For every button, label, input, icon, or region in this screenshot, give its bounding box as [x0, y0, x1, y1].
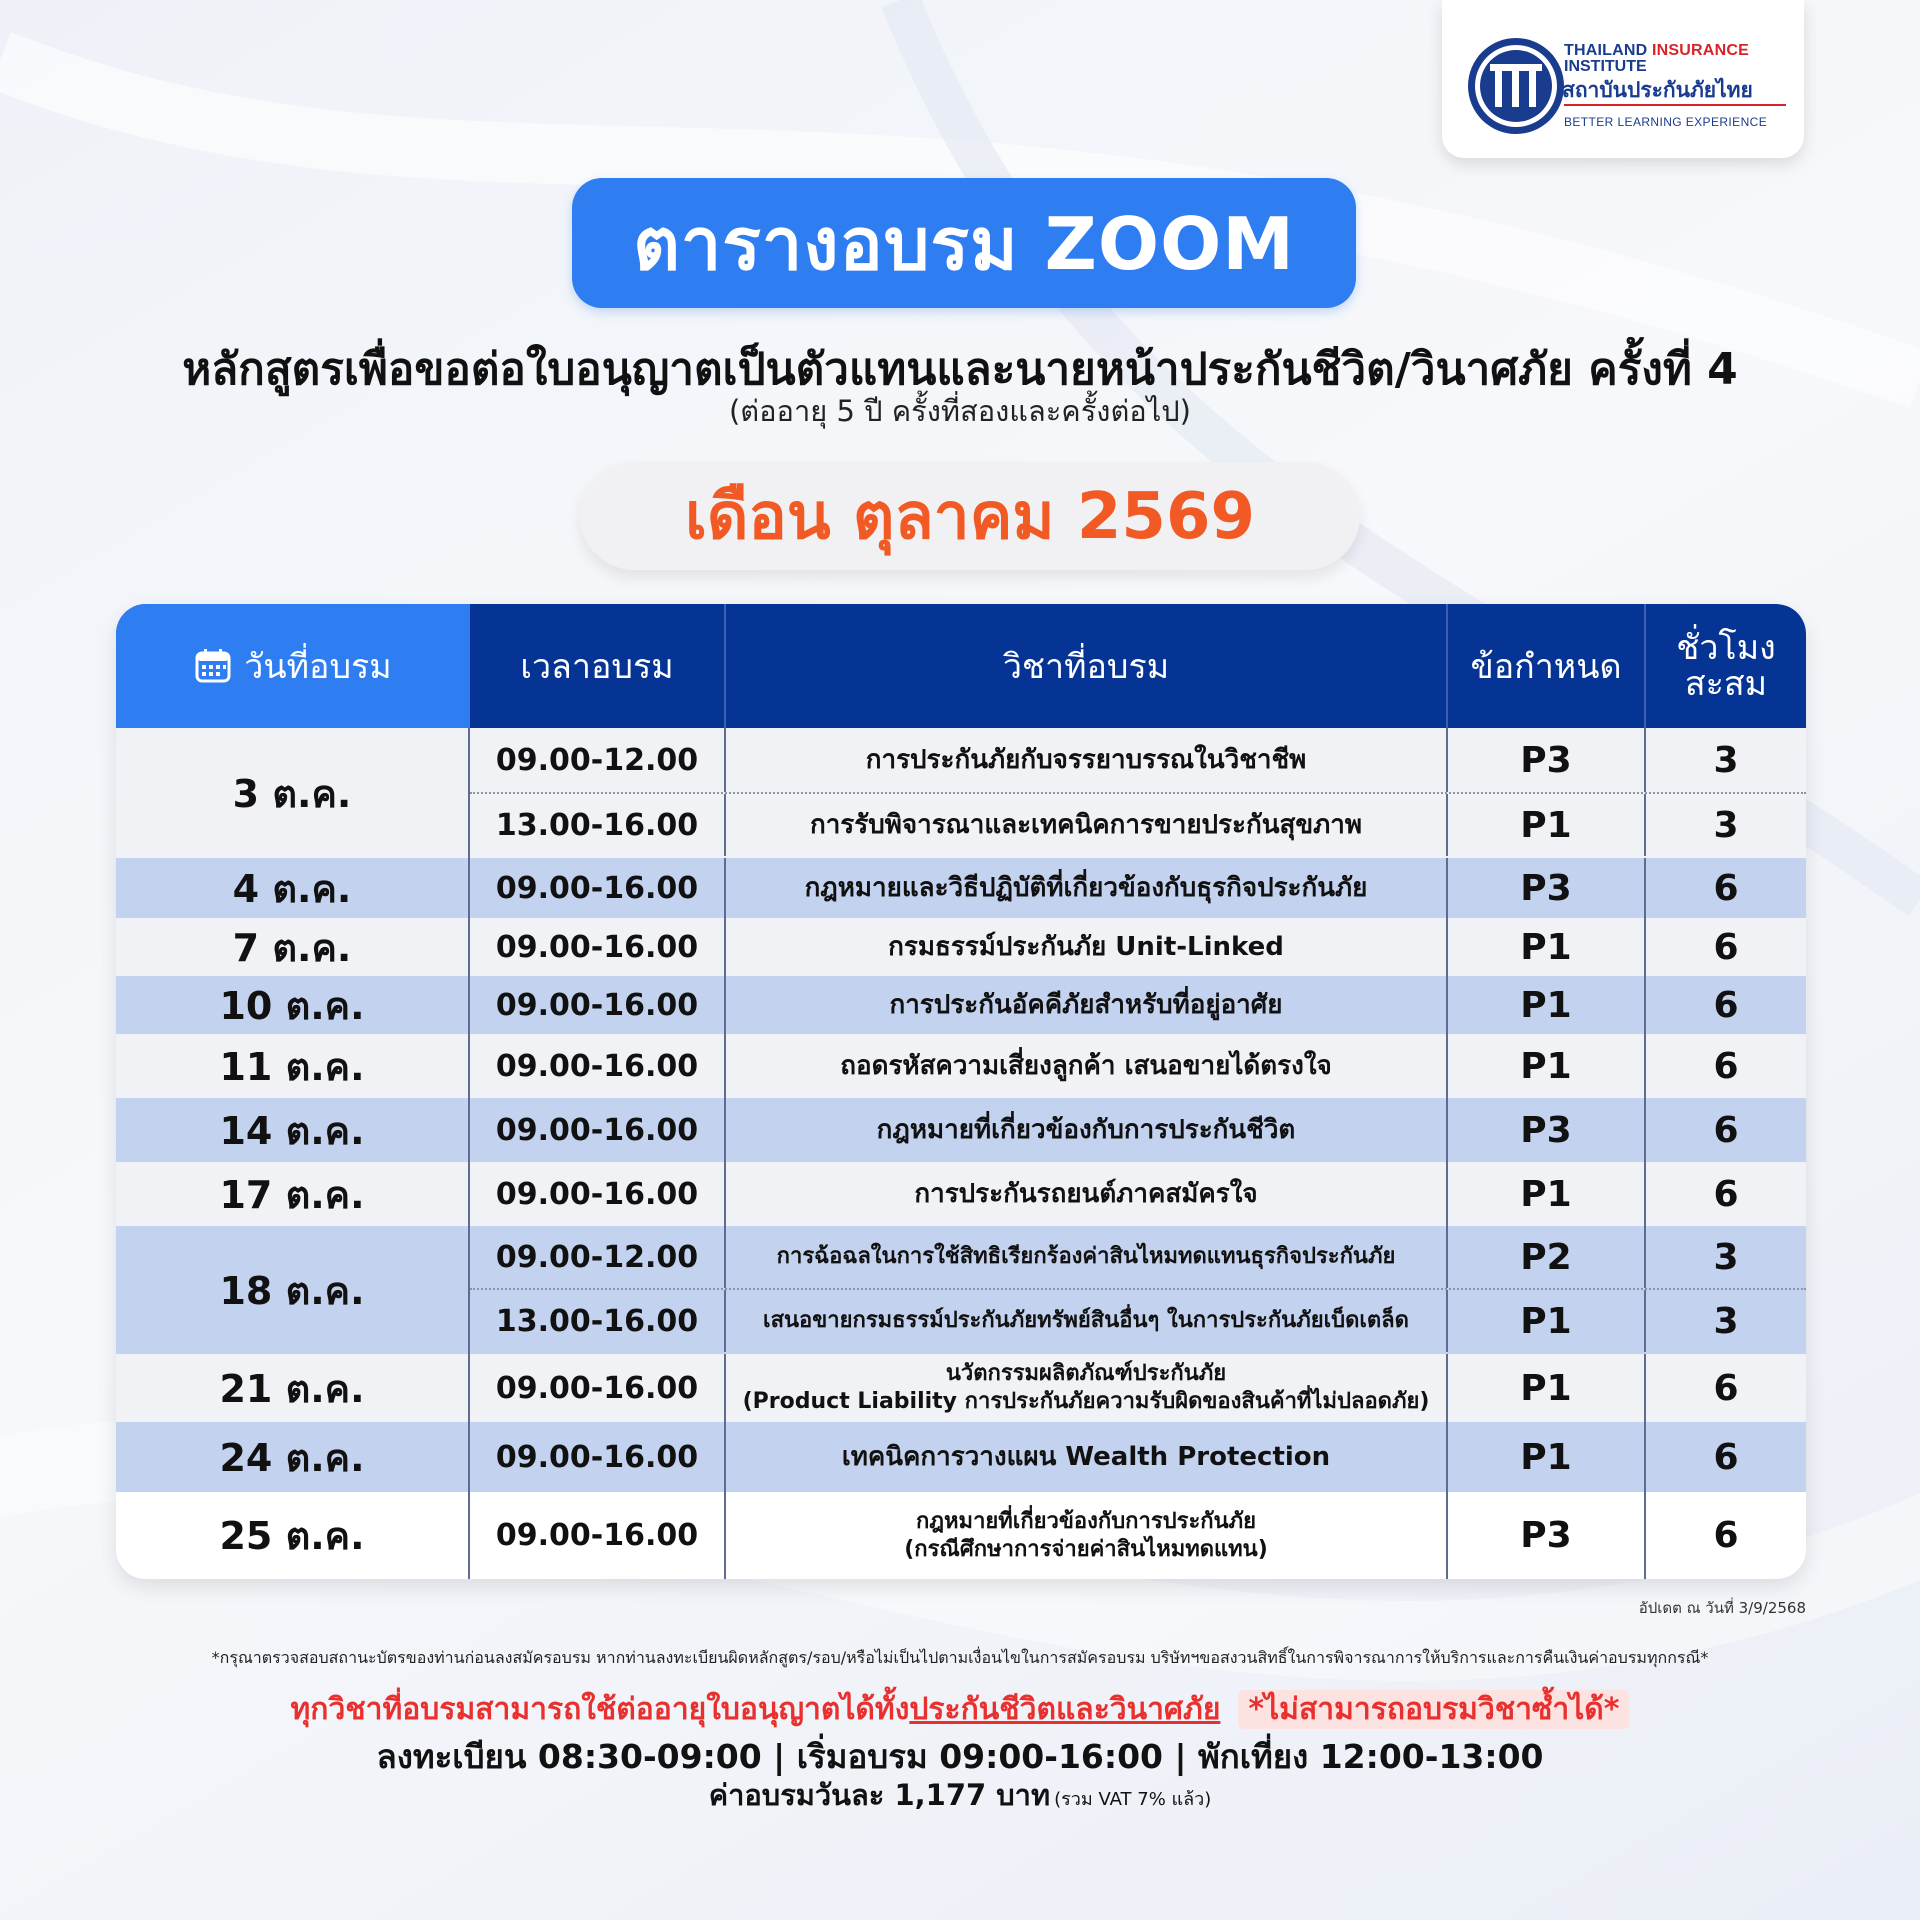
- table-row: 17 ต.ค. 09.00-16.00 การประกันรถยนต์ภาคสมัครใจ P1 6: [116, 1162, 1806, 1228]
- disclaimer: *กรุณาตรวจสอบสถานะบัตรของท่านก่อนลงสมัครอบรม หากท่านลงทะเบียนผิดหลักสูตร/รอบ/หรือไม่เป็นไปตามเงื่อนไขในการสมัครอบรม บริษัทฯขอสงวนสิทธิ์ในการพิจารณาการให้บริการและการคืนเงินค่าอบรมทุกกรณี*: [211, 1648, 1709, 1667]
- calendar-icon: [194, 647, 232, 685]
- table-row: 18 ต.ค. 09.00-12.00 การฉ้อฉลในการใช้สิทธิเรียกร้องค่าสินไหมทดแทนธุรกิจประกันภัย P2 3 13.00-16.00 เสนอขายกรมธรรม์ประกันภัยทรัพย์สินอื่นๆ ในการประกันภัยเบ็ดเตล็ด P1 3: [116, 1226, 1806, 1356]
- table-row: 3 ต.ค. 09.00-12.00 การประกันภัยกับจรรยาบรรณในวิชาชีพ P3 3 13.00-16.00 การรับพิจารณาและเทคนิคการขายประกันสุขภาพ P1 3: [116, 728, 1806, 860]
- header-requirement: ข้อกำหนด: [1448, 604, 1646, 728]
- table-row: 24 ต.ค. 09.00-16.00 เทคนิคการวางแผน Wealth Protection P1 6: [116, 1422, 1806, 1494]
- logo-line-3: สถาบันประกันภัยไทย: [1562, 78, 1753, 102]
- date-cell: 3 ต.ค.: [116, 728, 470, 858]
- table-row: 14 ต.ค. 09.00-16.00 กฎหมายที่เกี่ยวข้องกับการประกันชีวิต P3 6: [116, 1098, 1806, 1164]
- logo-line-1: THAILAND INSURANCE: [1564, 42, 1749, 59]
- logo-tagline: BETTER LEARNING EXPERIENCE: [1564, 115, 1768, 129]
- table-row: 25 ต.ค. 09.00-16.00 กฎหมายที่เกี่ยวข้องกับการประกันภัย (กรณีศึกษาการจ่ายค่าสินไหมทดแทน) P3 6: [116, 1492, 1806, 1579]
- no-repeat-tag: *ไม่สามารถอบรมวิชาซ้ำได้*: [1238, 1690, 1629, 1729]
- notice-line: ทุกวิชาที่อบรมสามารถใช้ต่ออายุใบอนุญาตได้ทั้งประกันชีวิตและวินาศภัย *ไม่สามารถอบรมวิชาซ้ำได้*: [0, 1686, 1920, 1733]
- header-subject: วิชาที่อบรม: [726, 604, 1448, 728]
- table-row: 4 ต.ค. 09.00-16.00 กฎหมายและวิธีปฏิบัติที่เกี่ยวข้องกับธุรกิจประกันภัย P3 6: [116, 858, 1806, 920]
- header-date: วันที่อบรม: [116, 604, 470, 728]
- table-header: [116, 604, 1806, 728]
- course-subtitle: หลักสูตรเพื่อขอต่อใบอนุญาตเป็นตัวแทนและนายหน้าประกันชีวิต/วินาศภัย ครั้งที่ 4: [182, 344, 1738, 395]
- logo-card: [1442, 0, 1804, 158]
- month-label: เดือน ตุลาคม 2569: [580, 462, 1360, 570]
- header-time: เวลาอบรม: [470, 604, 726, 728]
- logo-divider: [1564, 104, 1786, 106]
- course-subnote: (ต่ออายุ 5 ปี ครั้งที่สองและครั้งต่อไป): [728, 394, 1192, 428]
- page-title: ตารางอบรม ZOOM: [572, 178, 1356, 308]
- update-note: อัปเดต ณ วันที่ 3/9/2568: [1638, 1599, 1806, 1617]
- tii-logo-seal: [1464, 34, 1568, 138]
- logo-line-2: INSTITUTE: [1564, 58, 1647, 75]
- table-row: 21 ต.ค. 09.00-16.00 นวัตกรรมผลิตภัณฑ์ประกันภัย (Product Liability การประกันภัยความรับผิดของสินค้าที่ไม่ปลอดภัย) P1 6: [116, 1354, 1806, 1424]
- table-row: 7 ต.ค. 09.00-16.00 กรมธรรม์ประกันภัย Unit-Linked P1 6: [116, 918, 1806, 978]
- schedule-line: ลงทะเบียน 08:30-09:00 | เริ่มอบรม 09:00-16:00 | พักเที่ยง 12:00-13:00: [376, 1737, 1544, 1776]
- fee-line: ค่าอบรมวันละ 1,177 บาท (รวม VAT 7% แล้ว): [708, 1778, 1212, 1812]
- table-row: 11 ต.ค. 09.00-16.00 ถอดรหัสความเสี่ยงลูกค้า เสนอขายได้ตรงใจ P1 6: [116, 1034, 1806, 1100]
- schedule-table: [116, 604, 1806, 1579]
- table-row: 10 ต.ค. 09.00-16.00 การประกันอัคคีภัยสำหรับที่อยู่อาศัย P1 6: [116, 976, 1806, 1036]
- header-hours: ชั่วโมง สะสม: [1676, 628, 1776, 704]
